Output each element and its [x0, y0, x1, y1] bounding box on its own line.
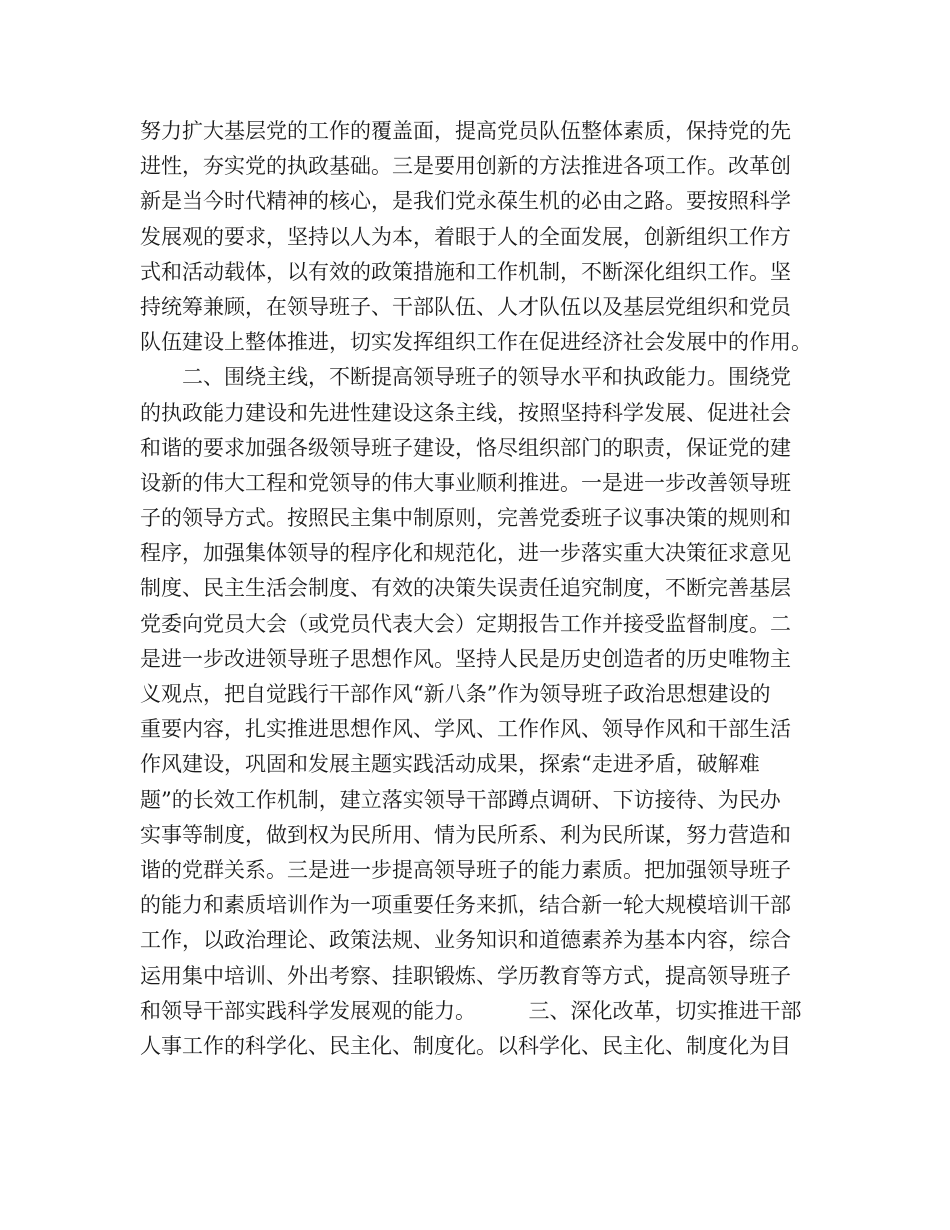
- text-line: 的执政能力建设和先进性建设这条主线，按照坚持科学发展、促进社会: [140, 400, 791, 425]
- text-line: 努力扩大基层党的工作的覆盖面，提高党员队伍整体素质，保持党的先: [140, 119, 791, 143]
- text-line: 运用集中培训、外出考察、挂职锻炼、学历教育等方式，提高领导班子: [140, 963, 791, 988]
- text-line: 实事等制度，做到权为民所用、情为民所系、利为民所谋，努力营造和: [140, 822, 791, 847]
- text-line: 义观点，把自觉践行干部作风“新八条”作为领导班子政治思想建设的: [140, 682, 771, 706]
- text-line: 二、围绕主线，不断提高领导班子的领导水平和执政能力。围绕党: [140, 365, 791, 390]
- text-line: 作风建设，巩固和发展主题实践活动成果，探索“走进矛盾，破解难: [140, 752, 760, 777]
- text-line: 人事工作的科学化、民主化、制度化。以科学化、民主化、制度化为目: [140, 1033, 791, 1058]
- text-line: 持统筹兼顾，在领导班子、干部队伍、人才队伍以及基层党组织和党员: [140, 294, 791, 319]
- text-line: 子的领导方式。按照民主集中制原则，完善党委班子议事决策的规则和: [140, 506, 791, 531]
- text-line: 进性，夯实党的执政基础。三是要用创新的方法推进各项工作。改革创: [140, 154, 791, 179]
- text-line: 制度、民主生活会制度、有效的决策失误责任追究制度，不断完善基层: [140, 576, 791, 601]
- text-line: 是进一步改进领导班子思想作风。坚持人民是历史创造者的历史唯物主: [140, 646, 791, 671]
- text-line: 党委向党员大会（或党员代表大会）定期报告工作并接受监督制度。二: [140, 611, 791, 636]
- text-line: 发展观的要求，坚持以人为本，着眼于人的全面发展，创新组织工作方: [140, 224, 791, 249]
- text-line: 题”的长效工作机制，建立落实领导干部蹲点调研、下访接待、为民办: [140, 787, 781, 812]
- text-line: 式和活动载体，以有效的政策措施和工作机制，不断深化组织工作。坚: [140, 259, 791, 284]
- text-line: 和领导干部实践科学发展观的能力。 三、深化改革，切实推进干部: [140, 998, 802, 1023]
- text-line: 设新的伟大工程和党领导的伟大事业顺利推进。一是进一步改善领导班: [140, 470, 791, 495]
- text-line: 谐的党群关系。三是进一步提高领导班子的能力素质。把加强领导班子: [140, 857, 791, 882]
- text-line: 重要内容，扎实推进思想作风、学风、工作作风、领导作风和干部生活: [140, 717, 791, 742]
- text-line: 的能力和素质培训作为一项重要任务来抓，结合新一轮大规模培训干部: [140, 893, 791, 918]
- text-line: 和谐的要求加强各级领导班子建设，恪尽组织部门的职责，保证党的建: [140, 435, 791, 460]
- text-line: 程序，加强集体领导的程序化和规范化，进一步落实重大决策征求意见: [140, 541, 791, 566]
- body-text: [140, 114, 820, 1064]
- text-line: 新是当今时代精神的核心，是我们党永葆生机的必由之路。要按照科学: [140, 189, 791, 214]
- text-line: 工作，以政治理论、政策法规、业务知识和道德素养为基本内容，综合: [140, 928, 791, 953]
- text-line: 队伍建设上整体推进，切实发挥组织工作在促进经济社会发展中的作用。: [140, 330, 812, 355]
